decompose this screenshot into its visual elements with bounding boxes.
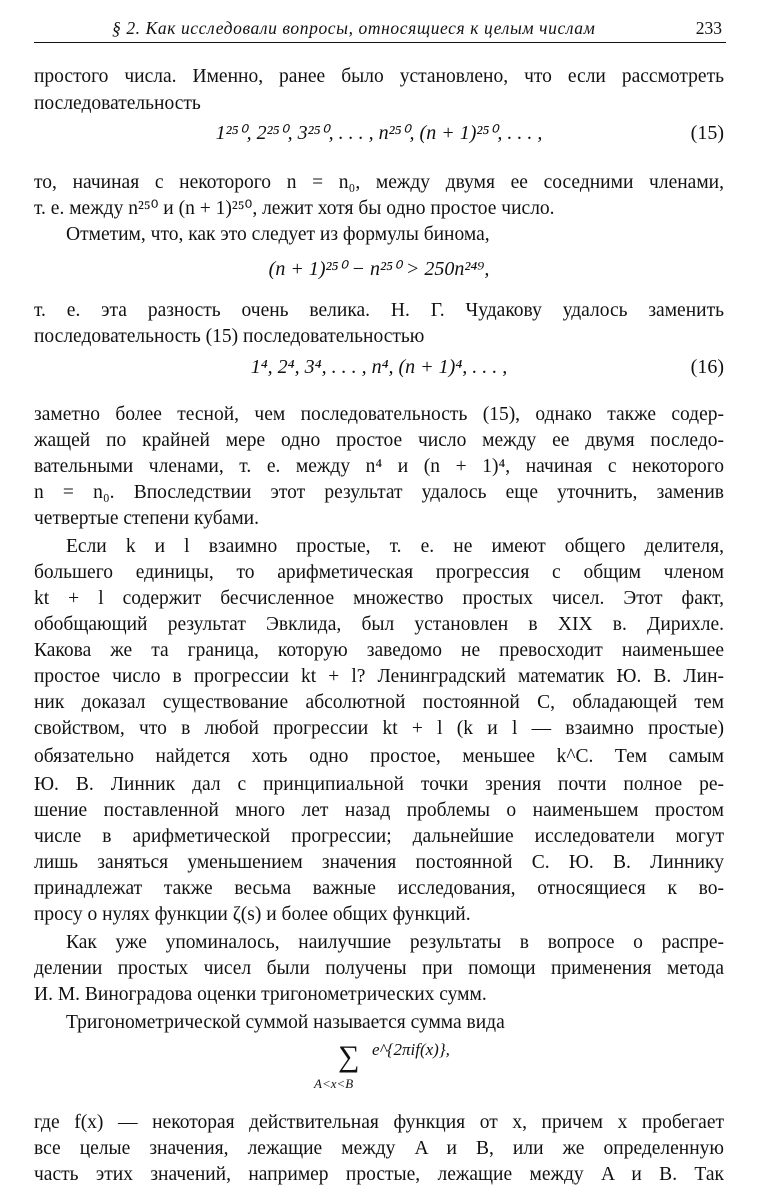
header-title: § 2. Как исследовали вопросы, относящиеся к целым числам [112,18,596,38]
formula-16 [34,352,724,382]
text-line: т. е. эта разность очень велика. Н. Г. Чудакову удалось заменить [34,300,724,321]
text-line: простое число в прогрессии kt + l? Ленинградский математик Ю. В. Лин- [34,666,724,687]
text-line: принадлежат также весьма важные исследования, относящиеся к во- [34,878,724,899]
formula-binomial-body: (n + 1)²⁵⁰ − n²⁵⁰ > 250n²⁴⁹, [268,258,490,280]
text-line: вательными членами, т. е. между n⁴ и (n + 1)⁴, начиная с некоторого [34,456,724,477]
text-line: часть этих значений, например простые, лежащие между A и B. Так [34,1164,724,1185]
formula-15 [34,118,724,148]
text-line: делении простых чисел были получены при помощи применения метода [34,958,724,979]
equation-number-16: (16) [690,356,724,378]
page-number: 233 [695,18,722,38]
formula-16-body: 1⁴, 2⁴, 3⁴, . . . , n⁴, (n + 1)⁴, . . . , [250,356,508,378]
equation-number-15: (15) [690,122,724,144]
text-line: все целые значения, лежащие между A и B, или же определенную [34,1138,724,1159]
text-line: то, начиная с некоторого n = n₀, между двумя ее соседними членами, [34,172,724,193]
text-line: последовательность (15) последовательностью [34,326,425,347]
formula-binomial [34,254,724,284]
text-line: n = n₀. Впоследствии этот результат удалось еще уточнить, заменив [34,482,724,503]
text-line: четвертые степени кубами. [34,508,259,529]
formula-15-body: 1²⁵⁰, 2²⁵⁰, 3²⁵⁰, . . . , n²⁵⁰, (n + 1)²⁵⁰, . . . , [215,122,543,144]
trig-sum-formula [300,1040,500,1100]
text-line: Отметим, что, как это следует из формулы бинома, [66,224,490,245]
text-line: простого числа. Именно, ранее было установлено, что если рассмотреть [34,66,724,87]
text-line: Если k и l взаимно простые, т. е. не имеют общего делителя, [66,536,724,557]
text-line: обобщающий результат Эвклида, был установлен в XIX в. Дирихле. [34,614,724,635]
text-line: Какова же та граница, которую заведомо не превосходит наименьшее [34,640,724,661]
text-line: большего единицы, то арифметическая прогрессия с общим членом [34,562,724,583]
sum-limits: A<x<B [314,1076,354,1091]
text-line: шение поставленной много лет назад проблемы о наименьшем простом [34,800,724,821]
text-line: kt + l содержит бесчисленное множество простых чисел. Этот факт, [34,588,724,609]
text-line: числе в арифметической прогрессии; дальнейшие исследователи могут [34,826,724,847]
text-line: свойством, что в любой прогрессии kt + l (k и l — взаимно простые) [34,718,724,739]
text-line: И. М. Виноградова оценки тригонометрических сумм. [34,984,487,1005]
text-line: обязательно найдется хоть одно простое, меньшее k^C. Тем самым [34,746,724,767]
text-line: последовательность [34,93,201,114]
text-line: Тригонометрической суммой называется сумма вида [66,1012,505,1033]
text-line: жащей по крайней мере одно простое число между ее двумя последо- [34,430,724,451]
text-line: заметно более тесной, чем последовательность (15), однако также содер- [34,404,724,425]
sum-expression: e^{2πif(x)}, [372,1040,450,1059]
text-line: Как уже упоминалось, наилучшие результаты в вопросе о распре- [66,932,724,953]
text-line: т. е. между n²⁵⁰ и (n + 1)²⁵⁰, лежит хотя бы одно простое число. [34,198,555,219]
text-line: ник доказал существование абсолютной постоянной C, обладающей тем [34,692,724,713]
text-line: где f(x) — некоторая действительная функция от x, причем x пробегает [34,1112,724,1133]
running-header [34,14,726,43]
text-line: Ю. В. Линник дал с принципиальной точки зрения почти полное ре- [34,774,724,795]
sum-symbol: ∑ [338,1040,360,1073]
text-line: лишь заняться уменьшением значения постоянной C. Ю. В. Линнику [34,852,724,873]
text-line: просу о нулях функции ζ(s) и более общих функций. [34,904,471,925]
